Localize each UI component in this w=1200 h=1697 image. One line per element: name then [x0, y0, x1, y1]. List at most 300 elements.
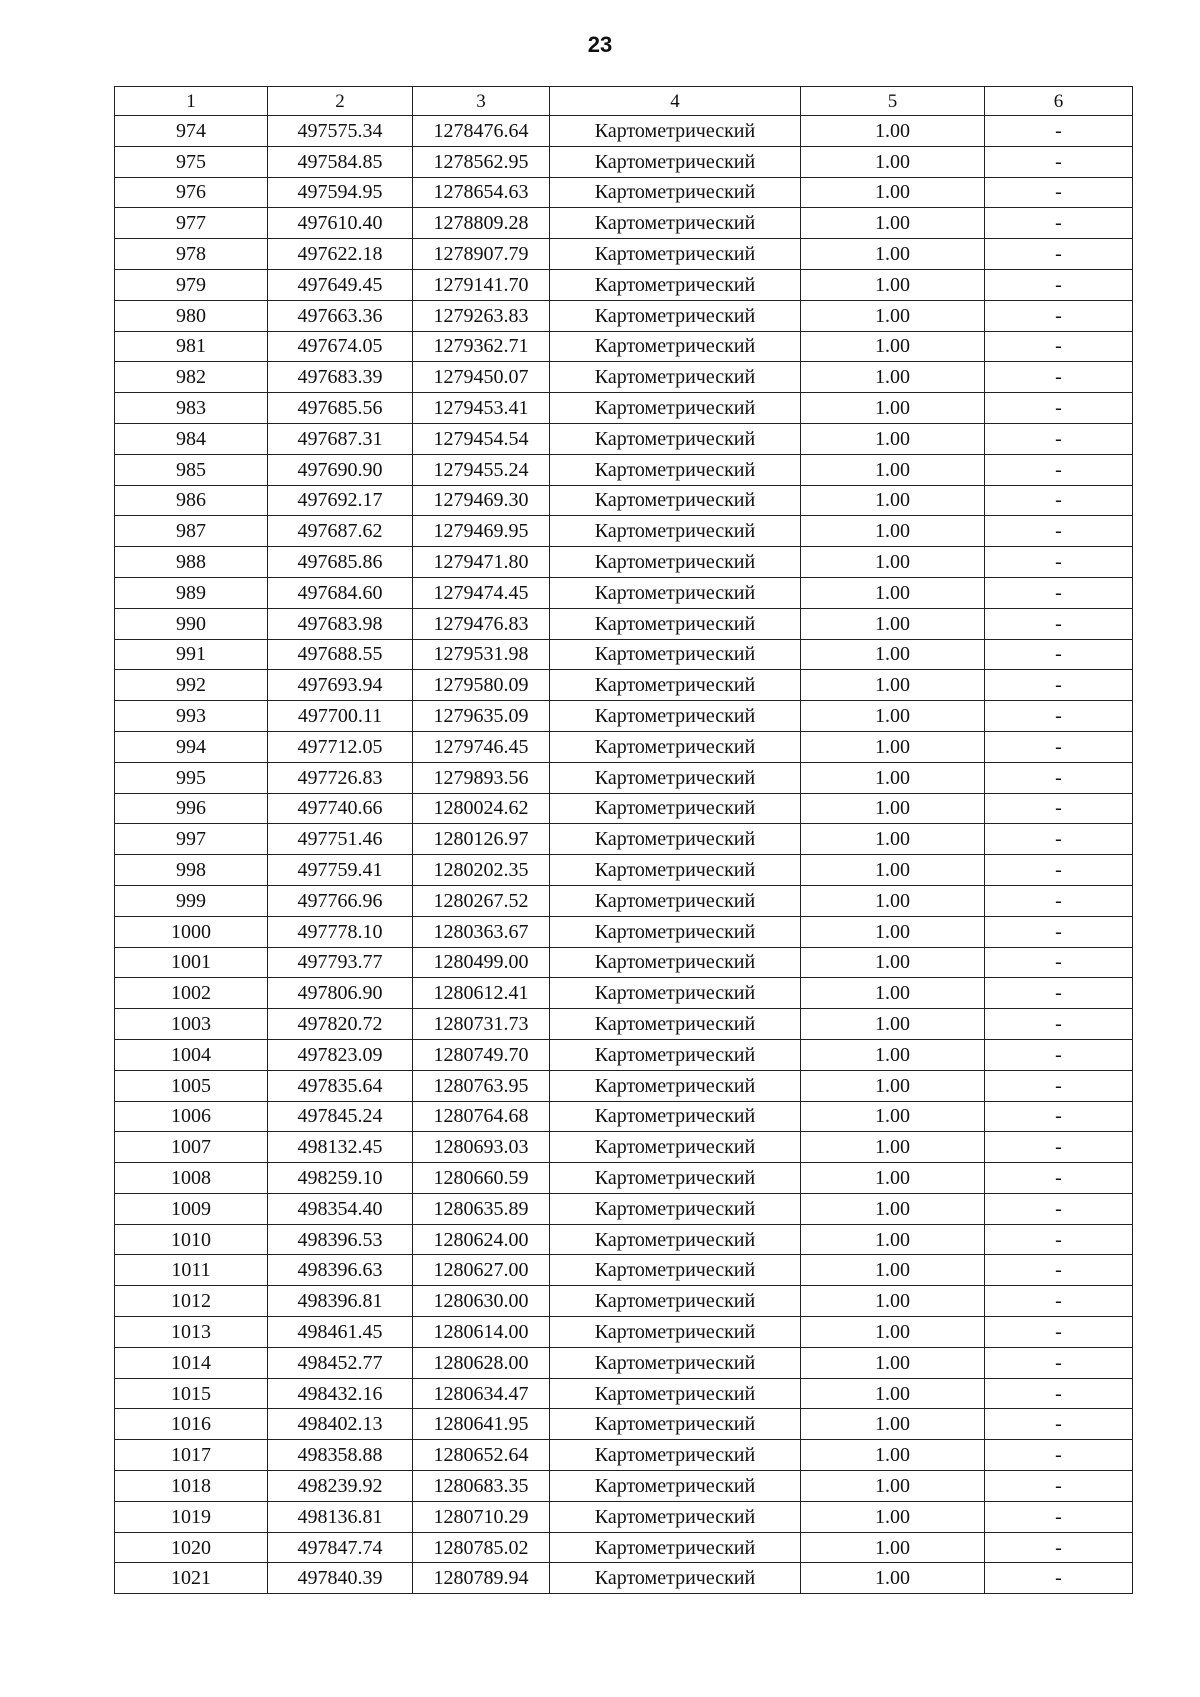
cell-note: -	[985, 454, 1133, 485]
table-row	[115, 146, 1133, 177]
cell-note: -	[985, 1009, 1133, 1040]
cell-accuracy: 1.00	[801, 639, 985, 670]
table-row	[115, 793, 1133, 824]
cell-x-coordinate: 497751.46	[268, 824, 413, 855]
cell-method: Картометрический	[550, 885, 801, 916]
cell-y-coordinate: 1280202.35	[413, 855, 550, 886]
cell-accuracy: 1.00	[801, 731, 985, 762]
cell-method: Картометрический	[550, 1286, 801, 1317]
cell-note: -	[985, 1224, 1133, 1255]
cell-method: Картометрический	[550, 1378, 801, 1409]
cell-x-coordinate: 497575.34	[268, 116, 413, 147]
cell-note: -	[985, 1070, 1133, 1101]
cell-note: -	[985, 885, 1133, 916]
cell-note: -	[985, 1101, 1133, 1132]
cell-accuracy: 1.00	[801, 577, 985, 608]
cell-x-coordinate: 498136.81	[268, 1501, 413, 1532]
cell-note: -	[985, 577, 1133, 608]
cell-y-coordinate: 1280630.00	[413, 1286, 550, 1317]
cell-method: Картометрический	[550, 177, 801, 208]
cell-x-coordinate: 497778.10	[268, 916, 413, 947]
cell-accuracy: 1.00	[801, 516, 985, 547]
cell-note: -	[985, 208, 1133, 239]
table-row	[115, 1070, 1133, 1101]
cell-method: Картометрический	[550, 1440, 801, 1471]
cell-point-number: 978	[115, 239, 268, 270]
cell-point-number: 1006	[115, 1101, 268, 1132]
cell-method: Картометрический	[550, 793, 801, 824]
cell-y-coordinate: 1279531.98	[413, 639, 550, 670]
cell-note: -	[985, 916, 1133, 947]
cell-point-number: 1018	[115, 1471, 268, 1502]
cell-y-coordinate: 1280628.00	[413, 1347, 550, 1378]
coordinates-table	[114, 86, 1133, 1594]
header-cell-3: 3	[413, 87, 550, 116]
cell-point-number: 984	[115, 423, 268, 454]
cell-method: Картометрический	[550, 577, 801, 608]
table-row	[115, 1039, 1133, 1070]
cell-note: -	[985, 1409, 1133, 1440]
cell-method: Картометрический	[550, 1563, 801, 1594]
cell-y-coordinate: 1279141.70	[413, 269, 550, 300]
cell-method: Картометрический	[550, 269, 801, 300]
cell-point-number: 976	[115, 177, 268, 208]
table-row	[115, 331, 1133, 362]
cell-x-coordinate: 497685.86	[268, 547, 413, 578]
table-row	[115, 1440, 1133, 1471]
cell-method: Картометрический	[550, 1409, 801, 1440]
cell-accuracy: 1.00	[801, 1224, 985, 1255]
cell-accuracy: 1.00	[801, 1378, 985, 1409]
cell-point-number: 995	[115, 762, 268, 793]
cell-note: -	[985, 1347, 1133, 1378]
cell-y-coordinate: 1279450.07	[413, 362, 550, 393]
cell-x-coordinate: 497684.60	[268, 577, 413, 608]
cell-point-number: 981	[115, 331, 268, 362]
cell-point-number: 1017	[115, 1440, 268, 1471]
cell-x-coordinate: 497685.56	[268, 393, 413, 424]
cell-x-coordinate: 497712.05	[268, 731, 413, 762]
cell-y-coordinate: 1280624.00	[413, 1224, 550, 1255]
cell-method: Картометрический	[550, 239, 801, 270]
cell-point-number: 1011	[115, 1255, 268, 1286]
cell-method: Картометрический	[550, 1501, 801, 1532]
cell-y-coordinate: 1280683.35	[413, 1471, 550, 1502]
cell-point-number: 991	[115, 639, 268, 670]
cell-point-number: 993	[115, 701, 268, 732]
cell-method: Картометрический	[550, 701, 801, 732]
cell-note: -	[985, 670, 1133, 701]
cell-method: Картометрический	[550, 208, 801, 239]
cell-note: -	[985, 239, 1133, 270]
cell-y-coordinate: 1278562.95	[413, 146, 550, 177]
cell-accuracy: 1.00	[801, 146, 985, 177]
table-row	[115, 670, 1133, 701]
cell-method: Картометрический	[550, 1132, 801, 1163]
cell-y-coordinate: 1279263.83	[413, 300, 550, 331]
cell-accuracy: 1.00	[801, 116, 985, 147]
cell-accuracy: 1.00	[801, 1347, 985, 1378]
cell-note: -	[985, 1501, 1133, 1532]
cell-point-number: 994	[115, 731, 268, 762]
cell-accuracy: 1.00	[801, 239, 985, 270]
cell-y-coordinate: 1279453.41	[413, 393, 550, 424]
cell-accuracy: 1.00	[801, 608, 985, 639]
cell-point-number: 997	[115, 824, 268, 855]
cell-y-coordinate: 1279476.83	[413, 608, 550, 639]
header-cell-1: 1	[115, 87, 268, 116]
cell-x-coordinate: 497806.90	[268, 978, 413, 1009]
cell-accuracy: 1.00	[801, 978, 985, 1009]
cell-y-coordinate: 1279362.71	[413, 331, 550, 362]
cell-y-coordinate: 1280627.00	[413, 1255, 550, 1286]
table-row	[115, 423, 1133, 454]
cell-x-coordinate: 498396.81	[268, 1286, 413, 1317]
cell-note: -	[985, 423, 1133, 454]
cell-x-coordinate: 497683.98	[268, 608, 413, 639]
cell-accuracy: 1.00	[801, 485, 985, 516]
cell-method: Картометрический	[550, 855, 801, 886]
header-row	[115, 87, 1133, 116]
cell-point-number: 990	[115, 608, 268, 639]
table-row	[115, 855, 1133, 886]
cell-note: -	[985, 793, 1133, 824]
cell-x-coordinate: 498239.92	[268, 1471, 413, 1502]
cell-note: -	[985, 1039, 1133, 1070]
cell-point-number: 1021	[115, 1563, 268, 1594]
table-row	[115, 393, 1133, 424]
cell-point-number: 975	[115, 146, 268, 177]
cell-y-coordinate: 1278476.64	[413, 116, 550, 147]
cell-x-coordinate: 498354.40	[268, 1193, 413, 1224]
cell-point-number: 1002	[115, 978, 268, 1009]
cell-point-number: 1016	[115, 1409, 268, 1440]
cell-point-number: 992	[115, 670, 268, 701]
table-row	[115, 1224, 1133, 1255]
table-row	[115, 1347, 1133, 1378]
table-row	[115, 885, 1133, 916]
cell-note: -	[985, 824, 1133, 855]
table-row	[115, 1532, 1133, 1563]
cell-x-coordinate: 497740.66	[268, 793, 413, 824]
cell-point-number: 1007	[115, 1132, 268, 1163]
cell-x-coordinate: 497766.96	[268, 885, 413, 916]
cell-note: -	[985, 701, 1133, 732]
cell-point-number: 1005	[115, 1070, 268, 1101]
cell-accuracy: 1.00	[801, 269, 985, 300]
cell-point-number: 974	[115, 116, 268, 147]
cell-accuracy: 1.00	[801, 916, 985, 947]
cell-point-number: 982	[115, 362, 268, 393]
cell-accuracy: 1.00	[801, 1501, 985, 1532]
cell-method: Картометрический	[550, 639, 801, 670]
table-row	[115, 1193, 1133, 1224]
cell-accuracy: 1.00	[801, 762, 985, 793]
table-row	[115, 1132, 1133, 1163]
cell-accuracy: 1.00	[801, 1409, 985, 1440]
header-cell-4: 4	[550, 87, 801, 116]
cell-method: Картометрический	[550, 393, 801, 424]
cell-accuracy: 1.00	[801, 1317, 985, 1348]
cell-y-coordinate: 1280635.89	[413, 1193, 550, 1224]
cell-note: -	[985, 300, 1133, 331]
cell-x-coordinate: 497793.77	[268, 947, 413, 978]
cell-method: Картометрический	[550, 1039, 801, 1070]
cell-accuracy: 1.00	[801, 1009, 985, 1040]
cell-method: Картометрический	[550, 331, 801, 362]
cell-note: -	[985, 116, 1133, 147]
table-row	[115, 300, 1133, 331]
table-row	[115, 362, 1133, 393]
cell-y-coordinate: 1280024.62	[413, 793, 550, 824]
cell-note: -	[985, 177, 1133, 208]
cell-y-coordinate: 1278809.28	[413, 208, 550, 239]
cell-accuracy: 1.00	[801, 1563, 985, 1594]
header-cell-6: 6	[985, 87, 1133, 116]
cell-accuracy: 1.00	[801, 824, 985, 855]
cell-method: Картометрический	[550, 454, 801, 485]
cell-accuracy: 1.00	[801, 331, 985, 362]
cell-accuracy: 1.00	[801, 454, 985, 485]
cell-point-number: 987	[115, 516, 268, 547]
cell-y-coordinate: 1280614.00	[413, 1317, 550, 1348]
cell-note: -	[985, 1255, 1133, 1286]
cell-x-coordinate: 497584.85	[268, 146, 413, 177]
cell-note: -	[985, 947, 1133, 978]
cell-method: Картометрический	[550, 824, 801, 855]
cell-x-coordinate: 497674.05	[268, 331, 413, 362]
cell-accuracy: 1.00	[801, 1440, 985, 1471]
cell-point-number: 1013	[115, 1317, 268, 1348]
cell-note: -	[985, 1471, 1133, 1502]
cell-x-coordinate: 498461.45	[268, 1317, 413, 1348]
cell-method: Картометрический	[550, 1532, 801, 1563]
cell-accuracy: 1.00	[801, 393, 985, 424]
cell-x-coordinate: 497840.39	[268, 1563, 413, 1594]
cell-point-number: 1010	[115, 1224, 268, 1255]
cell-note: -	[985, 331, 1133, 362]
cell-accuracy: 1.00	[801, 1471, 985, 1502]
cell-point-number: 986	[115, 485, 268, 516]
cell-method: Картометрический	[550, 1347, 801, 1378]
cell-note: -	[985, 485, 1133, 516]
cell-point-number: 1009	[115, 1193, 268, 1224]
cell-accuracy: 1.00	[801, 208, 985, 239]
table-row	[115, 1471, 1133, 1502]
cell-x-coordinate: 497726.83	[268, 762, 413, 793]
table-row	[115, 608, 1133, 639]
cell-y-coordinate: 1278654.63	[413, 177, 550, 208]
cell-y-coordinate: 1280267.52	[413, 885, 550, 916]
cell-method: Картометрический	[550, 731, 801, 762]
cell-method: Картометрический	[550, 485, 801, 516]
cell-x-coordinate: 497663.36	[268, 300, 413, 331]
cell-accuracy: 1.00	[801, 1101, 985, 1132]
cell-accuracy: 1.00	[801, 1070, 985, 1101]
header-cell-5: 5	[801, 87, 985, 116]
cell-x-coordinate: 497610.40	[268, 208, 413, 239]
cell-note: -	[985, 1532, 1133, 1563]
table-body	[115, 116, 1133, 1594]
cell-y-coordinate: 1279474.45	[413, 577, 550, 608]
table-row	[115, 701, 1133, 732]
cell-y-coordinate: 1279454.54	[413, 423, 550, 454]
table-row	[115, 516, 1133, 547]
cell-y-coordinate: 1280731.73	[413, 1009, 550, 1040]
cell-x-coordinate: 498396.63	[268, 1255, 413, 1286]
cell-note: -	[985, 516, 1133, 547]
cell-accuracy: 1.00	[801, 1163, 985, 1194]
cell-y-coordinate: 1280789.94	[413, 1563, 550, 1594]
cell-method: Картометрический	[550, 300, 801, 331]
cell-x-coordinate: 497835.64	[268, 1070, 413, 1101]
cell-point-number: 1015	[115, 1378, 268, 1409]
cell-method: Картометрический	[550, 362, 801, 393]
cell-x-coordinate: 497687.31	[268, 423, 413, 454]
cell-point-number: 985	[115, 454, 268, 485]
cell-y-coordinate: 1280693.03	[413, 1132, 550, 1163]
cell-x-coordinate: 497649.45	[268, 269, 413, 300]
table-row	[115, 1563, 1133, 1594]
cell-method: Картометрический	[550, 547, 801, 578]
cell-y-coordinate: 1279469.30	[413, 485, 550, 516]
table-row	[115, 1378, 1133, 1409]
cell-method: Картометрический	[550, 978, 801, 1009]
cell-note: -	[985, 1132, 1133, 1163]
cell-y-coordinate: 1280634.47	[413, 1378, 550, 1409]
cell-accuracy: 1.00	[801, 1132, 985, 1163]
cell-x-coordinate: 497759.41	[268, 855, 413, 886]
cell-point-number: 1001	[115, 947, 268, 978]
cell-y-coordinate: 1280749.70	[413, 1039, 550, 1070]
cell-method: Картометрический	[550, 1070, 801, 1101]
cell-x-coordinate: 497700.11	[268, 701, 413, 732]
cell-y-coordinate: 1279893.56	[413, 762, 550, 793]
cell-point-number: 999	[115, 885, 268, 916]
cell-x-coordinate: 498259.10	[268, 1163, 413, 1194]
cell-note: -	[985, 1440, 1133, 1471]
header-cell-2: 2	[268, 87, 413, 116]
cell-point-number: 983	[115, 393, 268, 424]
cell-x-coordinate: 498452.77	[268, 1347, 413, 1378]
cell-note: -	[985, 1286, 1133, 1317]
cell-note: -	[985, 1563, 1133, 1594]
cell-method: Картометрический	[550, 116, 801, 147]
table-row	[115, 978, 1133, 1009]
cell-method: Картометрический	[550, 1471, 801, 1502]
cell-method: Картометрический	[550, 1224, 801, 1255]
cell-y-coordinate: 1280499.00	[413, 947, 550, 978]
cell-point-number: 996	[115, 793, 268, 824]
cell-point-number: 980	[115, 300, 268, 331]
cell-note: -	[985, 978, 1133, 1009]
cell-point-number: 1008	[115, 1163, 268, 1194]
table-row	[115, 1255, 1133, 1286]
cell-y-coordinate: 1280612.41	[413, 978, 550, 1009]
cell-accuracy: 1.00	[801, 423, 985, 454]
table-row	[115, 1317, 1133, 1348]
cell-accuracy: 1.00	[801, 885, 985, 916]
cell-x-coordinate: 497622.18	[268, 239, 413, 270]
cell-y-coordinate: 1279580.09	[413, 670, 550, 701]
cell-point-number: 1004	[115, 1039, 268, 1070]
cell-method: Картометрический	[550, 1009, 801, 1040]
cell-x-coordinate: 497693.94	[268, 670, 413, 701]
table-row	[115, 1286, 1133, 1317]
cell-point-number: 1003	[115, 1009, 268, 1040]
cell-accuracy: 1.00	[801, 855, 985, 886]
cell-y-coordinate: 1279746.45	[413, 731, 550, 762]
cell-note: -	[985, 731, 1133, 762]
cell-point-number: 988	[115, 547, 268, 578]
table-row	[115, 824, 1133, 855]
table-row	[115, 1163, 1133, 1194]
cell-point-number: 998	[115, 855, 268, 886]
cell-y-coordinate: 1280763.95	[413, 1070, 550, 1101]
table-row	[115, 269, 1133, 300]
cell-point-number: 1020	[115, 1532, 268, 1563]
cell-x-coordinate: 497594.95	[268, 177, 413, 208]
table-row	[115, 239, 1133, 270]
cell-accuracy: 1.00	[801, 1039, 985, 1070]
cell-point-number: 1012	[115, 1286, 268, 1317]
cell-x-coordinate: 497845.24	[268, 1101, 413, 1132]
cell-y-coordinate: 1280785.02	[413, 1532, 550, 1563]
cell-note: -	[985, 362, 1133, 393]
cell-x-coordinate: 497692.17	[268, 485, 413, 516]
cell-note: -	[985, 146, 1133, 177]
cell-x-coordinate: 497847.74	[268, 1532, 413, 1563]
cell-accuracy: 1.00	[801, 1193, 985, 1224]
cell-method: Картометрический	[550, 1101, 801, 1132]
table-row	[115, 485, 1133, 516]
table-row	[115, 947, 1133, 978]
cell-point-number: 989	[115, 577, 268, 608]
table-row	[115, 577, 1133, 608]
cell-y-coordinate: 1279471.80	[413, 547, 550, 578]
cell-note: -	[985, 547, 1133, 578]
table-row	[115, 731, 1133, 762]
cell-y-coordinate: 1279455.24	[413, 454, 550, 485]
cell-y-coordinate: 1280764.68	[413, 1101, 550, 1132]
cell-x-coordinate: 497688.55	[268, 639, 413, 670]
cell-point-number: 1014	[115, 1347, 268, 1378]
cell-point-number: 1019	[115, 1501, 268, 1532]
cell-accuracy: 1.00	[801, 670, 985, 701]
cell-accuracy: 1.00	[801, 177, 985, 208]
cell-method: Картометрический	[550, 146, 801, 177]
table-row	[115, 177, 1133, 208]
cell-method: Картометрический	[550, 1163, 801, 1194]
cell-x-coordinate: 498358.88	[268, 1440, 413, 1471]
table-row	[115, 762, 1133, 793]
table-row	[115, 454, 1133, 485]
cell-point-number: 979	[115, 269, 268, 300]
table-row	[115, 116, 1133, 147]
cell-accuracy: 1.00	[801, 1286, 985, 1317]
cell-y-coordinate: 1280363.67	[413, 916, 550, 947]
cell-y-coordinate: 1280126.97	[413, 824, 550, 855]
cell-x-coordinate: 497690.90	[268, 454, 413, 485]
cell-note: -	[985, 1317, 1133, 1348]
cell-x-coordinate: 498432.16	[268, 1378, 413, 1409]
table-row	[115, 1009, 1133, 1040]
cell-accuracy: 1.00	[801, 1532, 985, 1563]
cell-method: Картометрический	[550, 762, 801, 793]
cell-x-coordinate: 498132.45	[268, 1132, 413, 1163]
cell-note: -	[985, 269, 1133, 300]
cell-note: -	[985, 762, 1133, 793]
